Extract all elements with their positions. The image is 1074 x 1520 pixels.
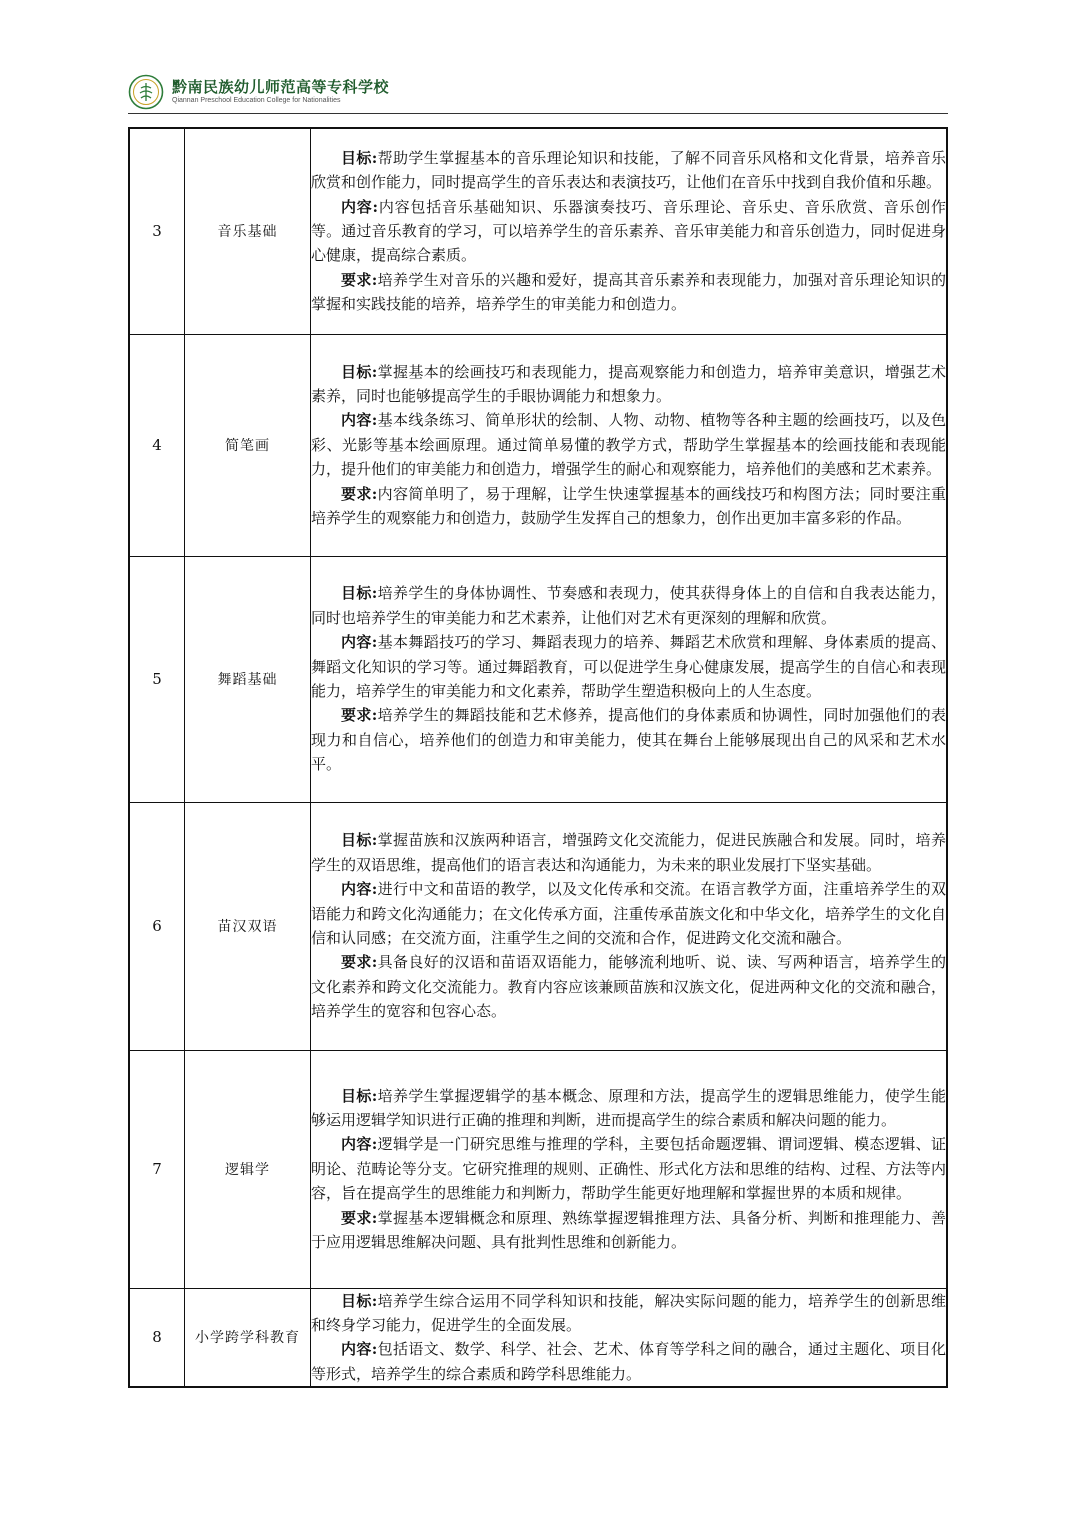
course-content-text: 内容包括音乐基础知识、乐器演奏技巧、音乐理论、音乐史、音乐欣赏、音乐创作等。通过音乐教育的学习，可以培养学生的音乐素养、音乐审美能力和音乐创造力，同时促进身心健康，提高综合素质。 [311,197,946,265]
course-description [311,128,948,334]
course-content-label: 内容: [341,1135,378,1154]
course-requirement-text: 培养学生对音乐的兴趣和爱好，提高其音乐素养和表现能力，加强对音乐理论知识的掌握和实践技能的培养，培养学生的审美能力和创造力。 [311,270,946,314]
course-goal-text: 掌握苗族和汉族两种语言，增强跨文化交流能力，促进民族融合和发展。同时，培养学生的双语思维，提高他们的语言表达和沟通能力，为未来的职业发展打下坚实基础。 [311,831,946,874]
course-requirement-text: 培养学生的舞蹈技能和艺术修养，提高他们的身体素质和协调性，同时加强他们的表现力和自信心，培养他们的创造力和审美能力，使其在舞台上能够展现出自己的风采和艺术水平。 [311,706,946,774]
course-goal [311,146,946,195]
course-goal-label: 目标: [341,831,378,850]
course-table [128,127,948,1388]
course-number: 3 [129,128,185,334]
course-requirement [311,1206,946,1255]
course-name: 逻辑学 [185,1050,311,1288]
course-goal [311,1289,946,1338]
course-description [311,1050,948,1288]
course-requirement [311,950,946,1023]
course-content [311,630,946,703]
course-number: 5 [129,556,185,802]
course-number: 7 [129,1050,185,1288]
course-description [311,334,948,556]
course-goal-label: 目标: [341,148,378,167]
course-content [311,1132,946,1205]
course-number: 4 [129,334,185,556]
course-goal [311,1084,946,1133]
course-goal-label: 目标: [341,362,378,381]
course-description [311,556,948,802]
school-name: 黔南民族幼儿师范高等专科学校 [172,78,390,96]
course-content-text: 基本线条练习、简单形状的绘制、人物、动物、植物等各种主题的绘画技巧，以及色彩、光影等基本绘画原理。通过简单易懂的教学方式，帮助学生掌握基本的绘画技能和表现能力，提升他们的审美能力和创造力，增强学生的耐心和观察能力，培养他们的美感和艺术素养。 [311,411,946,479]
course-requirement-text: 具备良好的汉语和苗语双语能力，能够流利地听、说、读、写两种语言，培养学生的文化素养和跨文化交流能力。教育内容应该兼顾苗族和汉族文化，促进两种文化的交流和融合，培养学生的宽容和包容心态。 [311,953,946,1021]
course-requirement-label: 要求: [341,484,378,503]
course-requirement-text: 内容简单明了，易于理解，让学生快速掌握基本的画线技巧和构图方法；同时要注重培养学生的观察能力和创造力，鼓励学生发挥自己的想象力，创作出更加丰富多彩的作品。 [311,484,946,528]
course-goal [311,828,946,877]
course-goal-text: 帮助学生掌握基本的音乐理论知识和技能，了解不同音乐风格和文化背景，培养音乐欣赏和创作能力，同时提高学生的音乐表达和表演技巧，让他们在音乐中找到自我价值和乐趣。 [311,148,946,192]
course-requirement [311,268,946,317]
course-goal-label: 目标: [341,584,378,603]
table-row [129,556,947,802]
table-row [129,802,947,1050]
course-content-text: 进行中文和苗语的教学，以及文化传承和交流。在语言教学方面，注重培养学生的双语能力和跨文化沟通能力；在文化传承方面，注重传承苗族文化和中华文化，培养学生的文化自信和认同感；在交流方面，注重学生之间的交流和合作，促进跨文化交流和融合。 [311,880,946,947]
school-logo-icon [128,74,164,110]
course-requirement-label: 要求: [341,1208,378,1227]
course-name: 简笔画 [185,334,311,556]
course-description [311,1288,948,1387]
course-number: 6 [129,802,185,1050]
course-goal-text: 培养学生综合运用不同学科知识和技能，解决实际问题的能力，培养学生的创新思维和终身学习能力，促进学生的全面发展。 [311,1291,946,1334]
course-requirement [311,703,946,776]
page-header [128,70,948,114]
school-name-english: Qiannan Preschool Education College for Nationalities [172,97,341,104]
header-divider [128,113,948,114]
course-name: 小学跨学科教育 [185,1288,311,1387]
table-row [129,1050,947,1288]
course-content [311,408,946,481]
course-content [311,1337,946,1386]
course-content-label: 内容: [341,197,379,216]
course-goal-text: 培养学生掌握逻辑学的基本概念、原理和方法，提高学生的逻辑思维能力，使学生能够运用逻辑学知识进行正确的推理和判断，进而提高学生的综合素质和解决问题的能力。 [311,1086,946,1129]
course-content-label: 内容: [341,1340,378,1359]
table-row [129,1288,947,1387]
course-description [311,802,948,1050]
course-content-text: 逻辑学是一门研究思维与推理的学科，主要包括命题逻辑、谓词逻辑、模态逻辑、证明论、范畴论等分支。它研究推理的规则、正确性、形式化方法和思维的结构、过程、方法等内容，旨在提高学生的思维能力和判断力，帮助学生能更好地理解和掌握世界的本质和规律。 [311,1135,946,1203]
course-requirement-label: 要求: [341,270,378,289]
course-content-label: 内容: [341,411,378,430]
course-requirement-text: 掌握基本逻辑概念和原理、熟练掌握逻辑推理方法、具备分析、判断和推理能力、善于应用逻辑思维解决问题、具有批判性思维和创新能力。 [311,1208,946,1252]
course-goal-label: 目标: [341,1291,378,1310]
course-content-label: 内容: [341,880,378,899]
course-name: 舞蹈基础 [185,556,311,802]
course-content-text: 基本舞蹈技巧的学习、舞蹈表现力的培养、舞蹈艺术欣赏和理解、身体素质的提高、舞蹈文化知识的学习等。通过舞蹈教育，可以促进学生身心健康发展，提高学生的自信心和表现能力，培养学生的审美能力和文化素养，帮助学生塑造积极向上的人生态度。 [311,633,946,700]
table-row [129,334,947,556]
course-goal-text: 培养学生的身体协调性、节奏感和表现力，使其获得身体上的自信和自我表达能力，同时也培养学生的审美能力和艺术素养，让他们对艺术有更深刻的理解和欣赏。 [311,584,946,627]
course-content-label: 内容: [341,633,378,652]
course-requirement [311,482,946,531]
course-name: 苗汉双语 [185,802,311,1050]
course-goal [311,581,946,630]
course-goal-label: 目标: [341,1086,378,1105]
course-content [311,877,946,950]
course-content-text: 包括语文、数学、科学、社会、艺术、体育等学科之间的融合，通过主题化、项目化等形式，培养学生的综合素质和跨学科思维能力。 [311,1340,946,1383]
course-content [311,195,946,268]
course-requirement-label: 要求: [341,953,378,972]
course-goal [311,360,946,409]
course-requirement-label: 要求: [341,706,378,725]
course-number: 8 [129,1288,185,1387]
course-name: 音乐基础 [185,128,311,334]
course-goal-text: 掌握基本的绘画技巧和表现能力，提高观察能力和创造力，培养审美意识，增强艺术素养，同时也能够提高学生的手眼协调能力和想象力。 [311,362,946,405]
table-row [129,128,947,334]
